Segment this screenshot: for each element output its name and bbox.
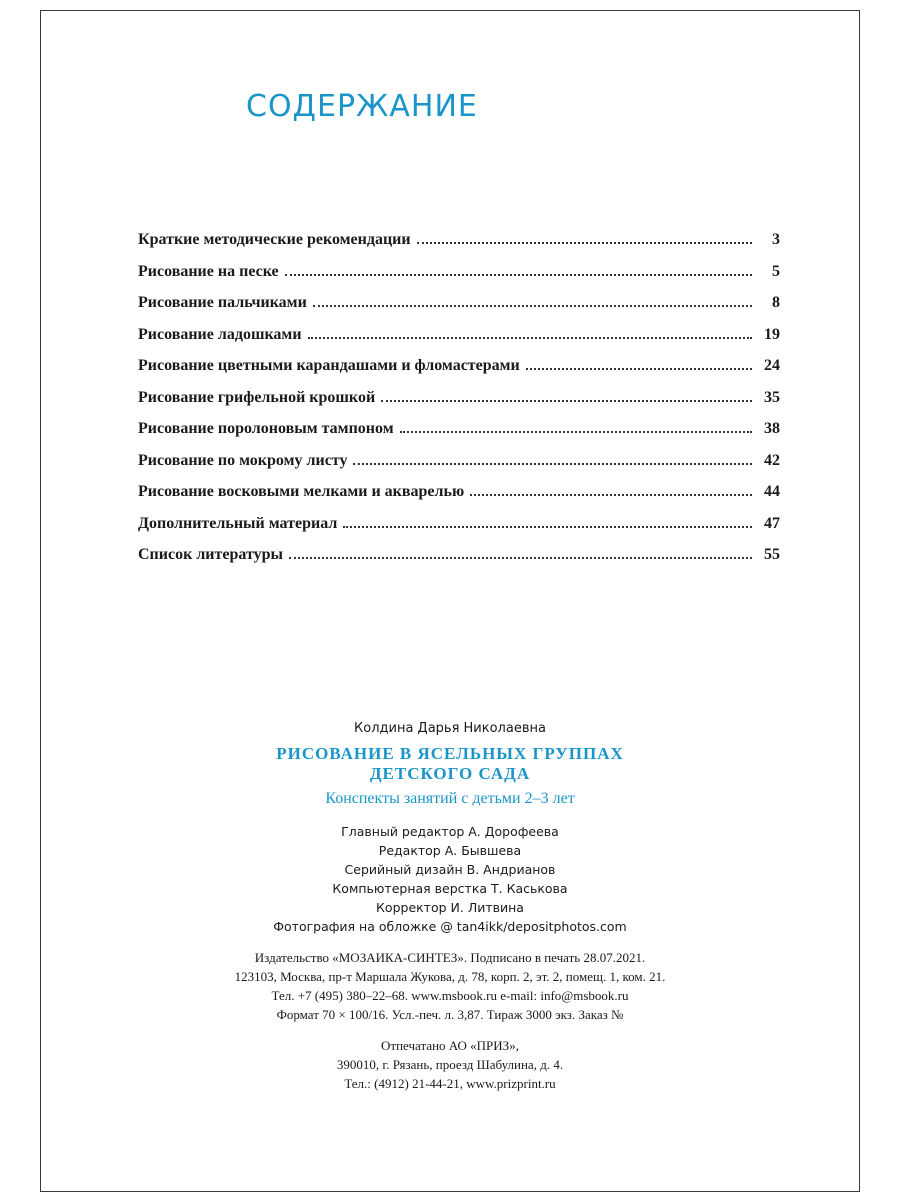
toc-title: СОДЕРЖАНИЕ [246, 89, 478, 124]
toc-leader-dots [400, 430, 752, 433]
toc-entry-page: 42 [764, 451, 780, 469]
toc-entry-label: Дополнительный материал [138, 514, 338, 532]
toc-leader-dots [417, 241, 752, 244]
toc-leader-dots [381, 399, 752, 402]
toc-entry-label: Рисование поролоновым тампоном [138, 420, 394, 437]
toc-entry-label: Рисование на песке [138, 262, 279, 280]
credit-line: Редактор А. Бывшева [378, 843, 522, 858]
book-title [41, 744, 859, 784]
toc-entry-page: 44 [764, 483, 780, 500]
toc-entry[interactable] [138, 326, 780, 358]
toc-entry-page: 3 [772, 231, 780, 248]
publisher-line: Издательство «МОЗАИКА-СИНТЕЗ». Подписано в печать 28.07.2021. [254, 950, 646, 965]
toc-entry[interactable] [138, 546, 780, 578]
book-subtitle: Конспекты занятий с детьми 2–3 лет [325, 790, 575, 807]
book-page [40, 10, 860, 1192]
toc-entry-page: 38 [764, 420, 780, 437]
toc-entry-label: Рисование ладошками [138, 325, 302, 343]
toc-entry[interactable] [138, 483, 780, 515]
toc-entry[interactable] [138, 263, 780, 295]
toc-entry[interactable] [138, 515, 780, 547]
photo-credit-line: Фотография на обложке @ tan4ikk/depositphotos.com [273, 919, 627, 934]
toc-entry-page: 47 [764, 514, 780, 532]
toc-entry[interactable] [138, 294, 780, 326]
credits-block [41, 822, 859, 936]
author-name: Колдина Дарья Николаевна [354, 721, 546, 736]
toc-leader-dots [285, 273, 752, 276]
toc-entry-label: Рисование грифельной крошкой [138, 388, 376, 406]
book-title-line: РИСОВАНИЕ В ЯСЕЛЬНЫХ ГРУППАХ [276, 744, 624, 763]
toc-entry-page: 55 [764, 546, 780, 563]
colophon [41, 721, 859, 1093]
toc-entry[interactable] [138, 357, 780, 389]
toc-entry-page: 5 [772, 262, 780, 280]
toc-entry[interactable] [138, 231, 780, 263]
toc-entry[interactable] [138, 389, 780, 421]
toc-entry-label: Рисование цветными карандашами и фломастерами [138, 357, 520, 374]
publisher-line: Тел. +7 (495) 380–22–68. www.msbook.ru e-mail: info@msbook.ru [271, 988, 629, 1003]
printer-block [41, 1036, 859, 1093]
toc-entry-page: 8 [772, 294, 780, 311]
toc-leader-dots [526, 367, 752, 370]
publisher-line: Формат 70 × 100/16. Усл.-печ. л. 3,87. Тираж 3000 экз. Заказ № [276, 1007, 624, 1022]
toc-entry-page: 35 [764, 388, 780, 406]
toc-entry-label: Рисование по мокрому листу [138, 451, 348, 469]
toc-entry[interactable] [138, 420, 780, 452]
credit-line: Корректор И. Литвина [376, 900, 524, 915]
toc-entry-label: Краткие методические рекомендации [138, 231, 411, 248]
toc-leader-dots [353, 462, 752, 465]
toc-leader-dots [343, 525, 752, 528]
toc-entry-label: Рисование восковыми мелками и акварелью [138, 483, 465, 500]
credit-line: Главный редактор А. Дорофеева [341, 824, 559, 839]
publisher-block [41, 948, 859, 1024]
toc-entry-page: 19 [764, 325, 780, 343]
credit-line: Компьютерная верстка Т. Каськова [332, 881, 568, 896]
printer-line: Тел.: (4912) 21-44-21, www.prizprint.ru [344, 1076, 556, 1091]
toc-leader-dots [470, 493, 752, 496]
toc-leader-dots [313, 304, 752, 307]
table-of-contents [138, 231, 780, 578]
toc-leader-dots [289, 556, 752, 559]
credit-line: Серийный дизайн В. Андрианов [344, 862, 556, 877]
toc-leader-dots [308, 336, 752, 339]
printer-line: Отпечатано АО «ПРИЗ», [381, 1038, 519, 1053]
book-title-line: ДЕТСКОГО САДА [369, 764, 531, 783]
toc-entry[interactable] [138, 452, 780, 484]
printer-line: 390010, г. Рязань, проезд Шабулина, д. 4. [336, 1057, 564, 1072]
publisher-line: 123103, Москва, пр-т Маршала Жукова, д. 78, корп. 2, эт. 2, помещ. 1, ком. 21. [234, 969, 666, 984]
toc-entry-page: 24 [764, 357, 780, 374]
toc-entry-label: Рисование пальчиками [138, 294, 307, 311]
toc-entry-label: Список литературы [138, 546, 283, 563]
